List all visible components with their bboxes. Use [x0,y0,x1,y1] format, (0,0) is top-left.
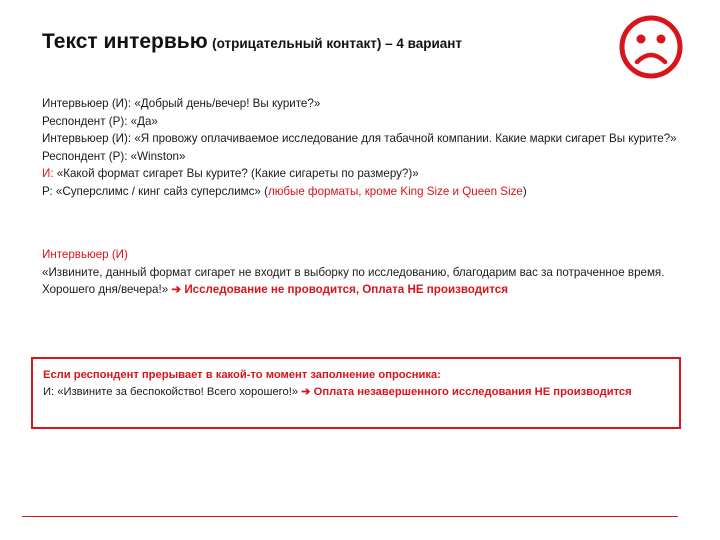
arrow-right-icon: ➔ [301,386,311,398]
refusal-text: «Извините, данный формат сигарет не входит в выборку по исследованию, благодарим вас за потраченное время. Хорошего дня/вечера!» [42,265,665,297]
notice-heading: Если респондент прерывает в какой-то момент заполнение опросника: [43,369,441,381]
answer-text: Р: «Суперслимс / кинг сайз суперслимс» ( [42,184,268,198]
interviewer-prefix: И: [42,167,57,181]
footer-divider [22,516,678,517]
notice-result: Оплата незавершенного исследования НЕ производится [310,386,632,398]
result-text: Исследование не проводится, Оплата НЕ производится [181,283,508,297]
title-paren-open: ( [212,36,217,51]
formats-note: любые форматы, кроме King Size и Queen Size [267,184,523,198]
notice-text: И: «Извините за беспокойство! Всего хорошего!» [43,386,302,398]
sad-face-icon [618,14,684,80]
title-main: Текст интервью [42,30,208,53]
speaker-label: Интервьюер (И) [42,248,128,261]
dialogue-line [42,165,682,183]
page-title [42,30,462,54]
dialogue-block-2 [42,246,682,299]
arrow-right-icon: ➔ [171,283,182,297]
answer-end: ) [522,184,527,198]
dialogue-line: Интервьюер (И): «Добрый день/вечер! Вы курите?» [42,97,321,110]
interruption-notice [31,357,681,429]
dialogue-block-1 [42,95,682,201]
refusal-text-line [42,264,682,299]
dialogue-line: Интервьюер (И): «Я провожу оплачиваемое исследование для табачной компании. Какие марки сигарет Вы курите?» [42,132,677,146]
title-highlight: отрицательный контакт [216,36,377,51]
notice-body [43,384,669,401]
dialogue-line [42,183,682,201]
title-variant: ) – 4 вариант [376,36,463,51]
dialogue-line: Респондент (Р): «Winston» [42,149,186,163]
question-text: «Какой формат сигарет Вы курите? (Какие сигареты по размеру?)» [56,167,419,181]
dialogue-line: Респондент (Р): «Да» [42,114,158,128]
